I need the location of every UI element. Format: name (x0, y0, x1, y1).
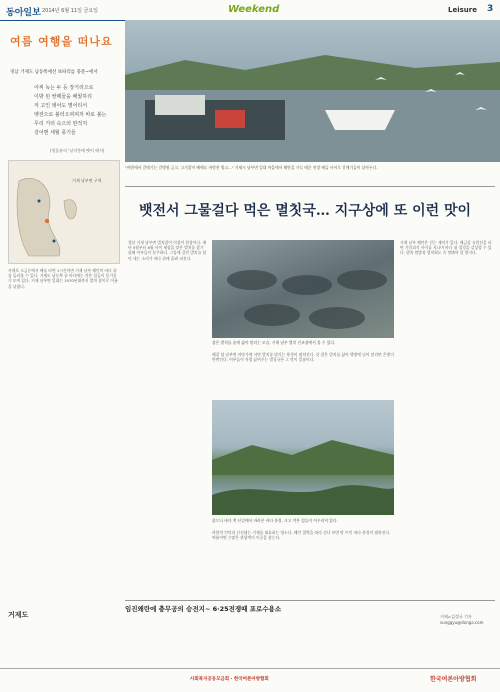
map-label: 거제 남부면 구역 (72, 178, 102, 183)
ad-text: 사회복지공동모금회 · 한국여론아방협회 (190, 677, 269, 682)
section-label: Leisure (448, 6, 477, 14)
poem (34, 84, 124, 138)
article-column-2: 경남 거제 남부면 멸치잡이 어장이 한창이다. 매년 5월부터 6월 사이 제철을 맞은 멸치를 잡기 위해 어부들이 분주하다. 그물에 걸린 멸치를 털어 내는 소리가 바다 위에 울려 퍼진다. (128, 240, 207, 261)
series-title: 여름 여행을 떠나요 (10, 35, 113, 48)
headline: 뱃전서 그물걸다 먹은 멸칫국… 지구상에 또 이런 맛이 (138, 203, 472, 219)
location-map (8, 160, 120, 264)
main-photo (125, 20, 500, 162)
article-column-1: 지세포 소금동에서 배를 타면 1시간이면 거제 남부 해안의 바다 위를 둘러볼 수 있다. 거제도 남동쪽 끝 바다에는 작은 섬들이 옹기종기 모여 있다. 거제 남부면 일대는 1970년대까지 멸치 잡이로 이름을 날렸다. (8, 268, 118, 289)
ad-logo: 한국여론아방협회 (430, 676, 477, 683)
divider (125, 600, 495, 601)
coast-photo-caption: 뭍으나 바다 쪽 산길에서 바라본 바다 풍경. 크고 작은 섬들이 어우러져 있다. (212, 518, 338, 523)
coast-image (212, 400, 394, 515)
anchovy-image (212, 240, 394, 338)
poem-line: 어찌 녹는 두 등 장거리으로 (34, 85, 94, 91)
notice-title: 임진왜란에 충무공의 승전지~ 6·25전쟁때 포로수용소 (125, 605, 282, 613)
poem-line: 뱃전으로 불러오찌찌처 바로 불는 (34, 112, 107, 118)
newspaper-logo: 동아일보 (6, 8, 41, 18)
poem-line: 저 고인 돼어도 멸어리서 (34, 103, 88, 109)
poem-credit: (정음유의 '남지풍에 뗏어 에서) (50, 148, 105, 153)
article-column-4: 바람의 언덕과 신선대는 거제를 대표하는 명소다. 해안 절벽을 따라 걷다 보면 탁 트인 바다 풍경이 펼쳐진다. 여름이면 수많은 관광객이 이곳을 찾는다. (212, 530, 391, 541)
series-subtitle: 경남 거제도 남동쪽에선 보따리를 풍문~에서 (10, 70, 98, 75)
anchovy-photo (212, 240, 394, 338)
notice-lead: 거제도 (8, 611, 29, 619)
section-title: Weekend (228, 4, 280, 15)
divider (125, 186, 495, 187)
page-number: 3 (487, 4, 494, 14)
issue-date: 2014년 6월 11일 금요일 (42, 8, 99, 14)
coast-photo (212, 400, 394, 515)
poem-line: 이밖 된 쌍떼들을 배웠하리 (34, 94, 92, 100)
poem-line: 무리 거러 숙으러 딴적처 (34, 121, 88, 127)
article-column-5: 거제 남부 해안은 걷는 재미가 있다. 해금강 유람선을 타면 기암괴석 사이를 지나며 바다 위 절경을 감상할 수 있다. 멸치 쌈밥과 멸치회도 꼭 맛봐야 할 별미다. (400, 240, 492, 256)
main-photo-caption: "바람에서 갈매기는 갈몇원 금고, 고기잡이 배에도 바람찬 방고..." 거제시 남부면 일대 마을에서 해안을 가득 메운 전장 배들 사이로 갈매기들이 날아든다. (125, 165, 378, 170)
anchovy-photo-caption: 잡은 멸치를 솥에 삶아 말리는 모습. 거제 남부 멸치 건조장에서 볼 수 있다. (212, 340, 336, 345)
article-column-3: 해질 녘 남부면 바닷가에 서면 멸치를 말리는 풍경이 펼쳐진다. 갓 잡은 멸치를 삶아 햇볕에 널어 말리면 은빛이 반짝인다. 어부들이 직접 끓여주는 멸칫국은 그 맛이 일품이다. (212, 352, 394, 363)
poem-line: 걸어맨 세월 풍기들 (34, 130, 76, 136)
fishing-boats-image (125, 20, 500, 162)
map-graphic (9, 161, 119, 263)
byline: 거제=김성규 기자 sunggyu@donga.com (440, 614, 484, 625)
